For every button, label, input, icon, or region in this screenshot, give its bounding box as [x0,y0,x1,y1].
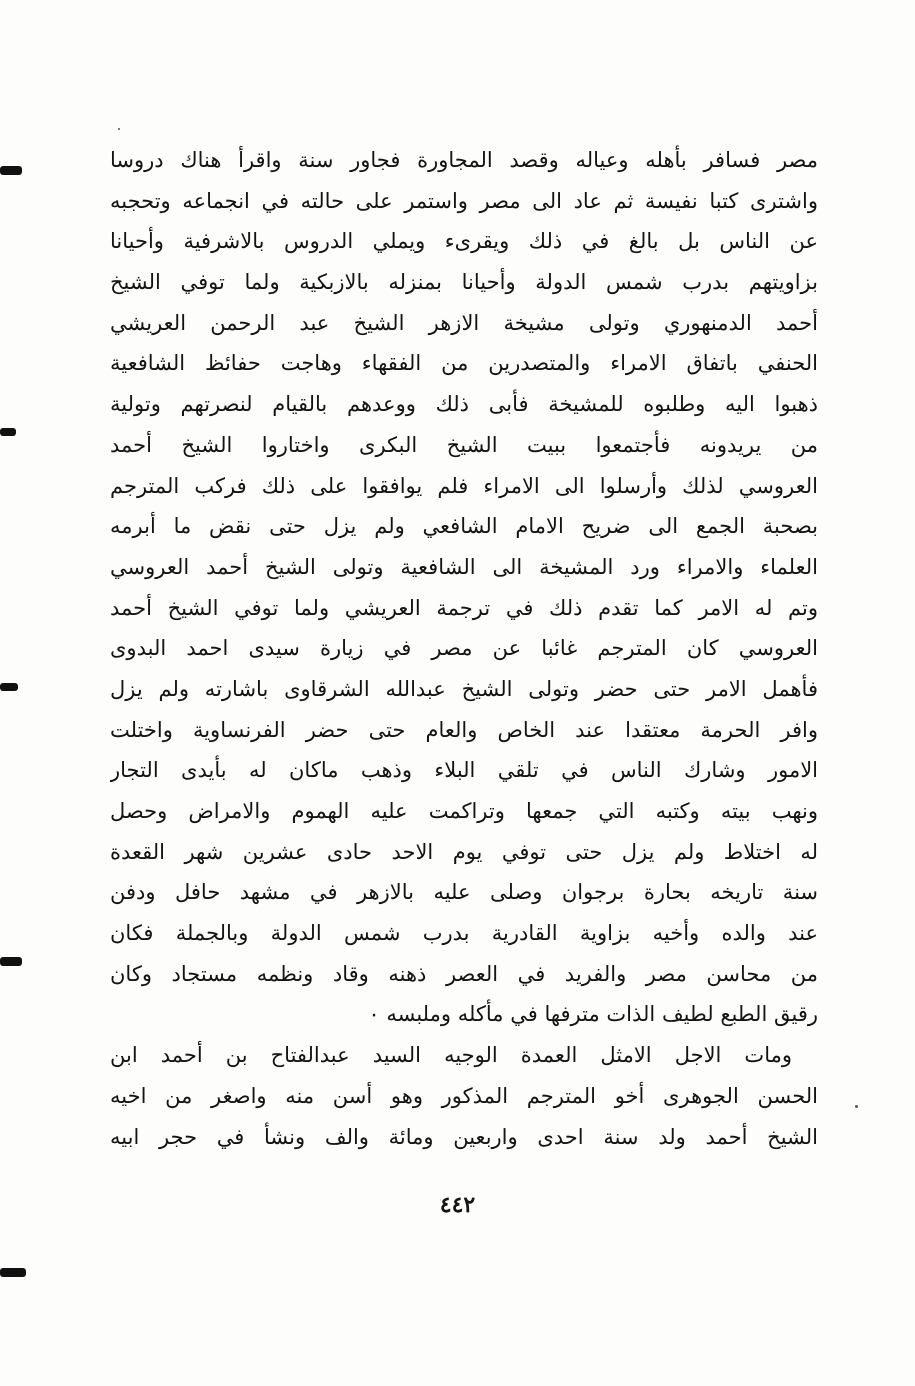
text-line: وافر الحرمة معتقدا عند الخاص والعام حتى حضر الفرنساوية واختلت [110,717,818,742]
text-line: العروسي كان المترجم غائبا عن مصر في زيارة سيدى احمد البدوى [110,636,818,661]
scan-mark [0,166,22,175]
scan-mark [0,683,18,691]
text-line: ومات الاجل الامثل العمدة الوجيه السيد عبدالفتاح بن أحمد ابن [110,1043,792,1068]
text-line: سنة تاريخه بحارة برجوان وصلى عليه بالازهر في مشهد حافل ودفن [110,880,818,905]
scan-mark [0,1268,26,1277]
text-line: وتم له الامر كما تقدم ذلك في ترجمة العريشي ولما توفي الشيخ أحمد [110,595,818,620]
text-line: العروسي لذلك وأرسلوا الى الامراء فلم يوافقوا على ذلك فركب المترجم [110,473,818,498]
scan-speck [118,128,120,130]
text-line: واشترى كتبا نفيسة ثم عاد الى مصر واستمر على حالته في انجماعه وتحجبه [110,188,818,213]
body-text [110,140,818,1157]
scan-speck [855,1105,858,1108]
text-line: عند والده وأخيه بزاوية القادرية بدرب شمس الدولة وبالجملة فكان [110,921,818,946]
page-number: ٤٤٢ [439,1192,476,1218]
text-line: الشيخ أحمد ولد سنة احدى واربعين ومائة والف ونشأ في حجر ابيه [110,1124,818,1149]
text-line: فأهمل الامر حتى حضر وتولى الشيخ عبدالله الشرقاوى باشارته ولم يزل [110,676,818,701]
text-line: العلماء والامراء ورد المشيخة الى الشافعية وتولى الشيخ أحمد العروسي [110,554,818,579]
text-line: بصحبة الجمع الى ضريح الامام الشافعي ولم يزل حتى نقض ما أبرمه [110,514,818,539]
text-line: عن الناس بل بالغ في ذلك ويقرىء ويملي الدروس بالاشرفية وأحيانا [110,229,818,254]
text-line: الحسن الجوهرى أخو المترجم المذكور وهو أسن منه واصغر من اخيه [110,1083,818,1108]
text-line: أحمد الدمنهوري وتولى مشيخة الازهر الشيخ عبد الرحمن العريشي [110,310,818,335]
scan-mark [0,957,22,966]
text-line: ذهبوا اليه وطلبوه للمشيخة فأبى ذلك ووعدهم بالقيام لنصرتهم وتولية [110,392,818,417]
scan-mark [0,428,16,436]
text-line: من يريدونه فأجتمعوا ببيت الشيخ البكرى واختاروا الشيخ أحمد [110,432,818,457]
text-line: رقيق الطبع لطيف الذات مترفها في مأكله وملبسه ٠ [368,1002,818,1027]
text-line: الحنفي باتفاق الامراء والمتصدرين من الفقهاء وهاجت حفائظ الشافعية [110,351,818,376]
text-line: بزاويتهم بدرب شمس الدولة وأحيانا بمنزله بالازبكية ولما توفي الشيخ [110,270,818,295]
text-line: ونهب بيته وكتبه التي جمعها وتراكمت عليه الهموم والامراض وحصل [110,799,818,823]
text-line: الامور وشارك الناس في تلقي البلاء وذهب ماكان له بأيدى التجار [110,758,818,783]
text-line: له اختلاط ولم يزل حتى توفي يوم الاحد حادى عشرين شهر القعدة [110,839,818,864]
text-line: من محاسن مصر والفريد في العصر ذهنه وقاد ونظمه مستجاد وكان [110,961,818,986]
text-line: مصر فسافر بأهله وعياله وقصد المجاورة فجاور سنة واقرأ هناك دروسا [110,148,818,172]
